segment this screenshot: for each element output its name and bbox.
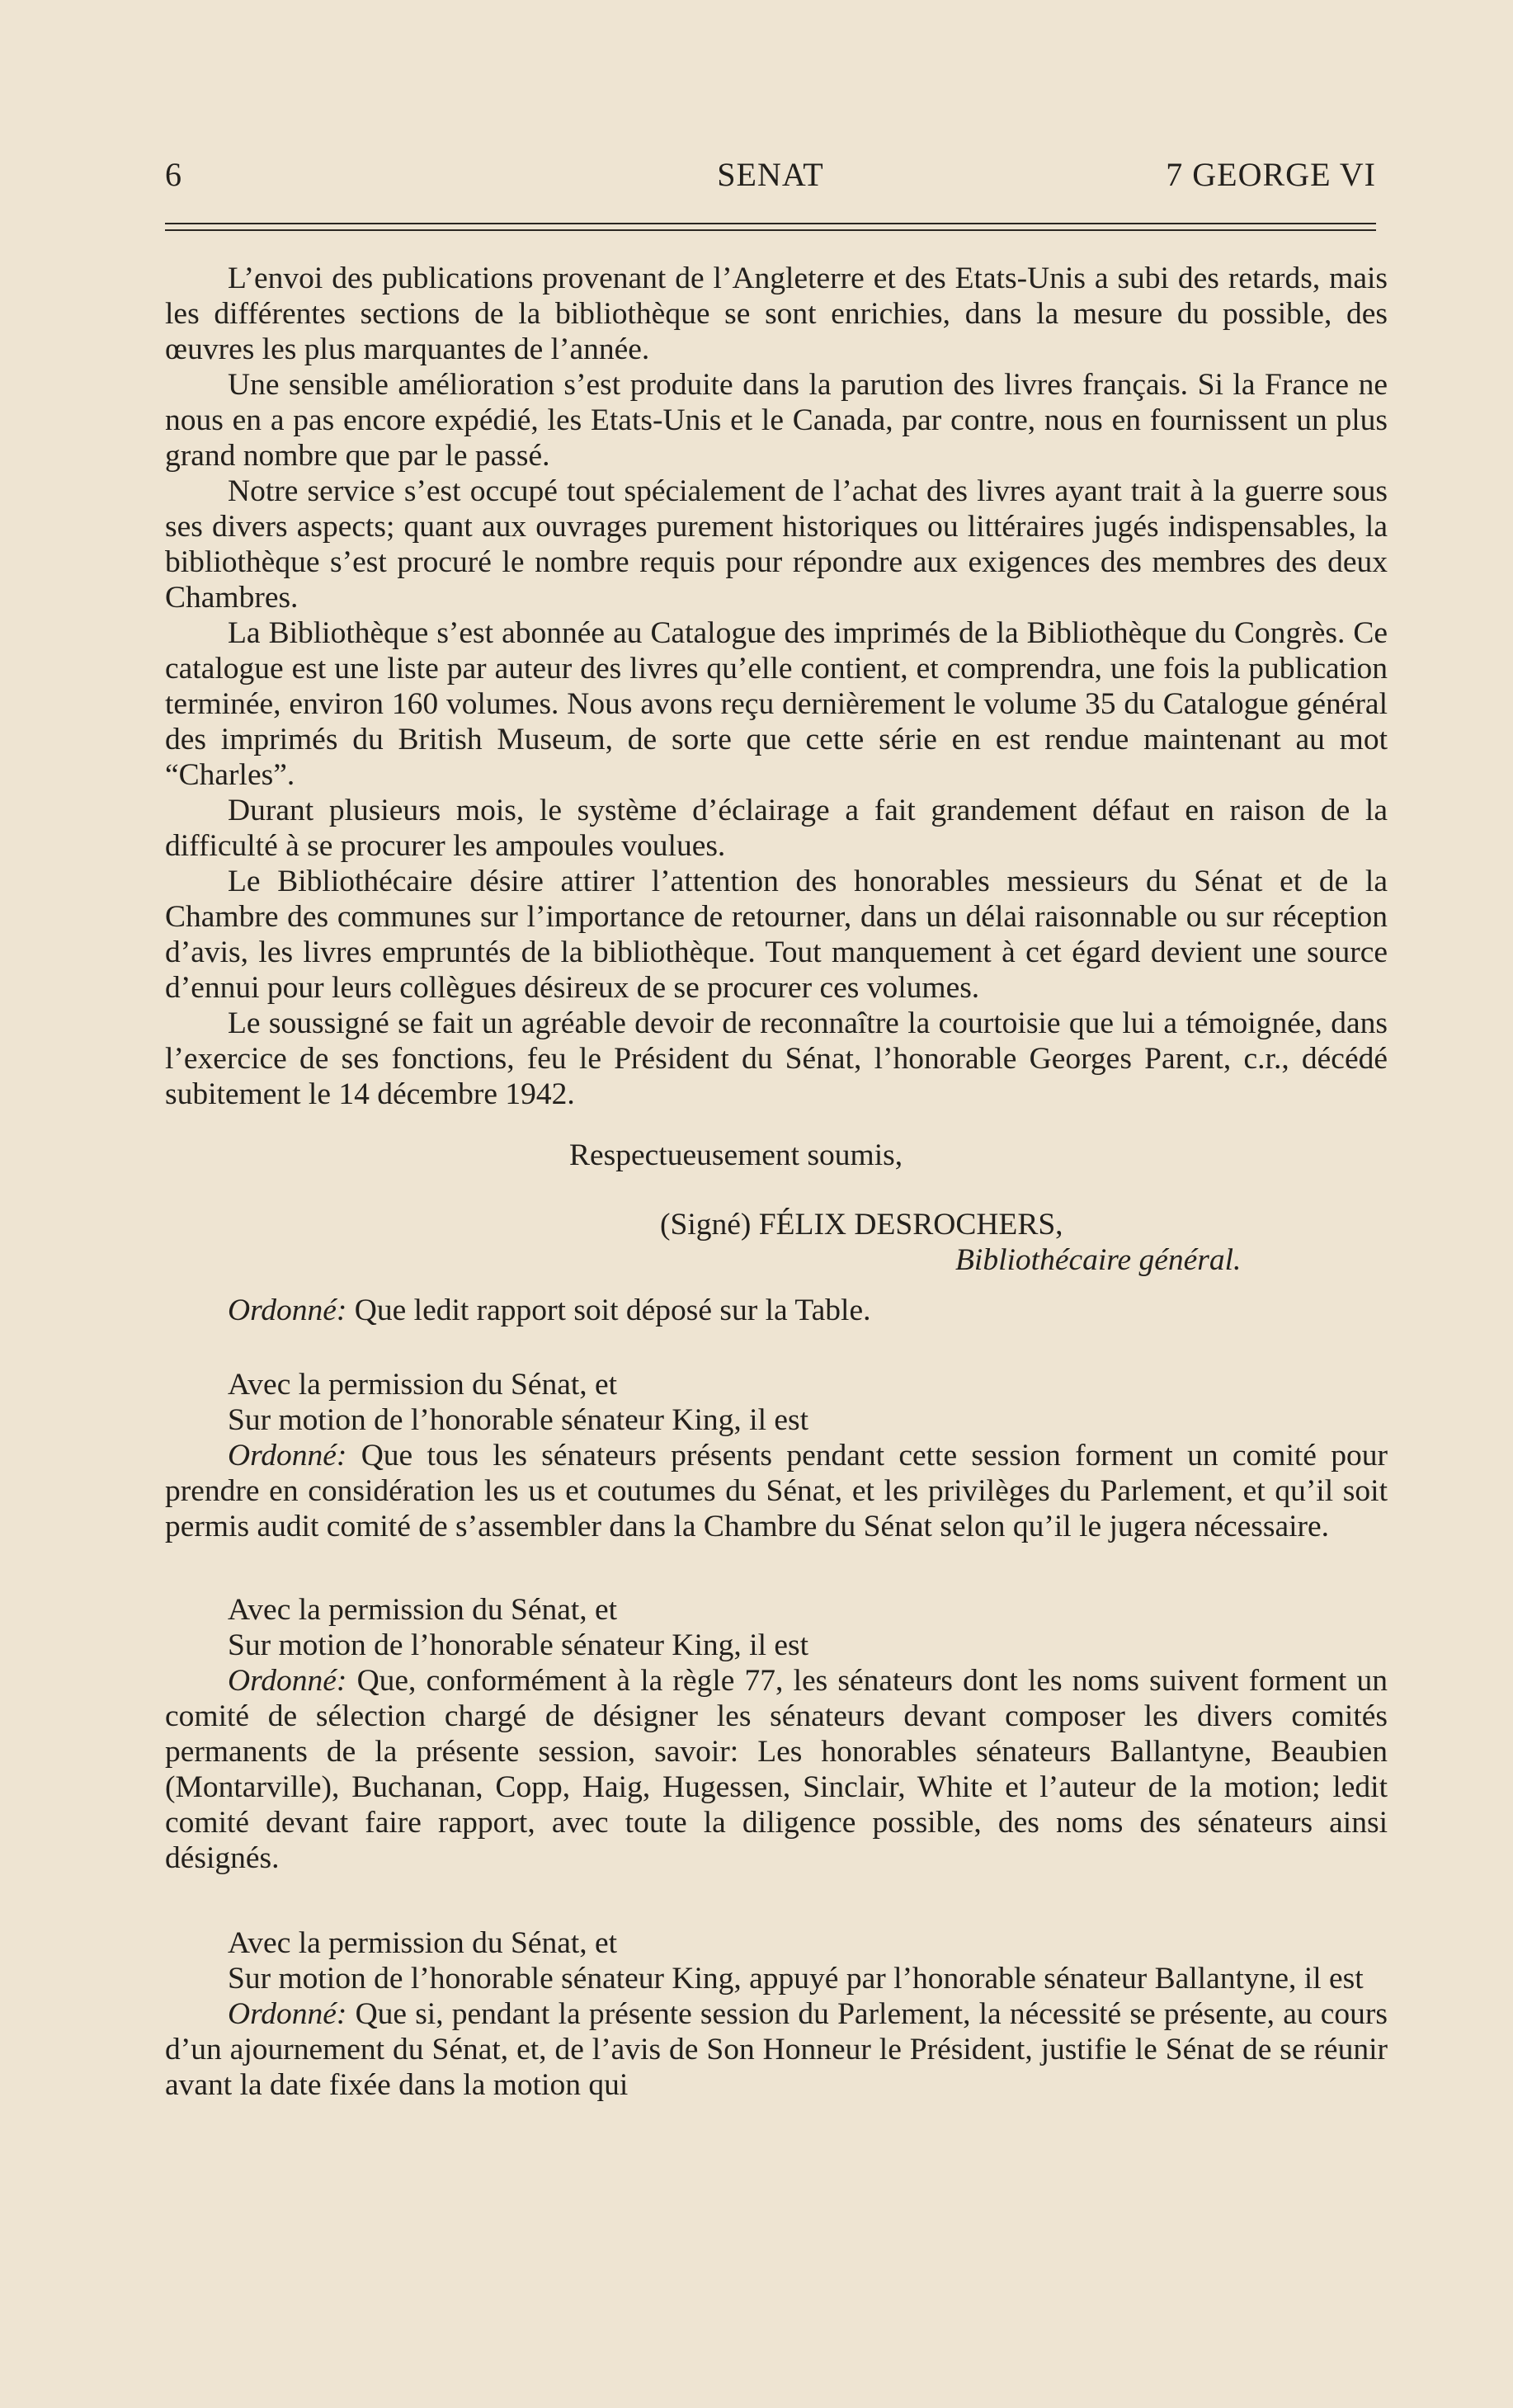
order-text: Que si, pendant la présente session du Parlement, la nécessité se présente, au cours d’un ajournement du Sénat, et, de l’avis de Son Honneur le Président, justifie le Sénat de se réunir avant la date fixée dans la motion qui (165, 1997, 1388, 2102)
motion-order (165, 1438, 1388, 1544)
header-rule-top (165, 223, 1376, 224)
report-paragraph: La Bibliothèque s’est abonnée au Catalogue des imprimés de la Bibliothèque du Congrès. Ce catalogue est une liste par auteur des livres qu’elle contient, et comprendra, une fois la publication terminée, environ 160 volumes. Nous avons reçu dernièrement le volume 35 du Catalogue général des imprimés du British Museum, de sorte que cette série en est rendue maintenant au mot “Charles”. (165, 616, 1388, 792)
motion-mover: Sur motion de l’honorable sénateur King, il est (228, 1628, 809, 1662)
closing-salutation: Respectueusement soumis, (569, 1138, 903, 1172)
report-paragraph: Une sensible amélioration s’est produite dans la parution des livres français. Si la France ne nous en a pas encore expédié, les Etats-Unis et le Canada, par contre, nous en fournissent un plus grand nombre que par le passé. (165, 368, 1388, 473)
order-label: Ordonné: (228, 1294, 347, 1327)
report-paragraph: L’envoi des publications provenant de l’Angleterre et des Etats-Unis a subi des retards, mais les différentes sections de la bibliothèque se sont enrichies, dans la mesure du possible, des œuvres les plus marquantes de l’année. (165, 262, 1388, 366)
order-label: Ordonné: (228, 1439, 347, 1473)
order-label: Ordonné: (228, 1664, 347, 1698)
page-number: 6 (165, 156, 182, 193)
order-text: Que ledit rapport soit déposé sur la Table. (346, 1294, 871, 1327)
motion-mover: Sur motion de l’honorable sénateur King, il est (228, 1403, 809, 1437)
motion-leave: Avec la permission du Sénat, et (228, 1926, 618, 1960)
order-text: Que, conformément à la règle 77, les sénateurs dont les noms suivent forment un comité de sélection chargé de désigner les sénateurs devant composer les divers comités permanents de la présente session, savoir: Les honorables sénateurs Ballantyne, Beaubien (Montarville), Buchanan, Copp, Haig, Hugessen, Sinclair, White et l’auteur de la motion; ledit comité devant faire rapport, avec toute la diligence possible, des noms des sénateurs ainsi désignés. (165, 1664, 1388, 1875)
report-paragraph: Le Bibliothécaire désire attirer l’attention des honorables messieurs du Sénat et de la Chambre des communes sur l’importance de retourner, dans un délai raisonnable ou sur réception d’avis, les livres empruntés de la bibliothèque. Tout manquement à cet égard devient une source d’ennui pour leurs collègues désireux de se procurer ces volumes. (165, 865, 1388, 1005)
motion-leave: Avec la permission du Sénat, et (228, 1368, 618, 1402)
motion-mover: Sur motion de l’honorable sénateur King, appuyé par l’honorable sénateur Ballantyne, il est (228, 1962, 1364, 1996)
running-header (165, 155, 1376, 196)
page-body (165, 261, 1388, 2103)
header-title: SENAT (717, 156, 824, 193)
report-paragraph: Le soussigné se fait un agréable devoir de reconnaître la courtoisie que lui a témoignée, dans l’exercice de ses fonctions, feu le Président du Sénat, l’honorable Georges Parent, c.r., décédé subitement le 14 décembre 1942. (165, 1006, 1388, 1111)
order-label: Ordonné: (228, 1997, 347, 2031)
order-text: Que tous les sénateurs présents pendant cette session forment un comité pour prendre en considération les us et coutumes du Sénat, et les privilèges du Parlement, et qu’il soit permis audit comité de s’assembler dans la Chambre du Sénat selon qu’il le jugera nécessaire. (165, 1439, 1388, 1543)
signer-title: Bibliothécaire général. (955, 1243, 1242, 1277)
motion-order (165, 1996, 1388, 2103)
signature: (Signé) FÉLIX DESROCHERS, (660, 1208, 1063, 1242)
order-tabled (165, 1293, 1388, 1328)
motion-order (165, 1663, 1388, 1876)
report-paragraph: Durant plusieurs mois, le système d’éclairage a fait grandement défaut en raison de la difficulté à se procurer les ampoules voulues. (165, 794, 1388, 863)
header-rule-bottom (165, 229, 1376, 231)
motion-leave: Avec la permission du Sénat, et (228, 1593, 618, 1627)
header-regnal-year: 7 GEORGE VI (1166, 156, 1376, 193)
report-paragraph: Notre service s’est occupé tout spécialement de l’achat des livres ayant trait à la guerre sous ses divers aspects; quant aux ouvrages purement historiques ou littéraires jugés indispensables, la bibliothèque s’est procuré le nombre requis pour répondre aux exigences des membres des deux Chambres. (165, 474, 1388, 615)
